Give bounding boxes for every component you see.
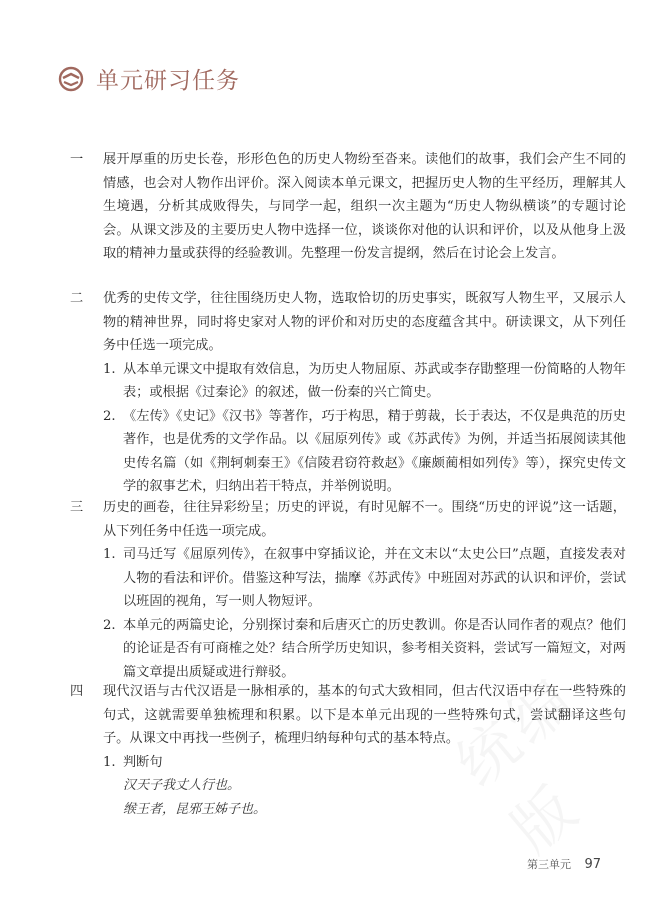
subtask-text: 司马迁写《屈原列传》，在叙事中穿插议论，并在文末以“太史公曰”点题，直接发表对人物的看法和评价。借鉴这种写法，揣摩《苏武传》中班固对苏武的认识和评价，尝试以班固的视角，写一则人物短评。 — [123, 547, 626, 609]
subtask-text: 本单元的两篇史论，分别探讨秦和后唐灭亡的历史教训。你是否认同作者的观点？他们的论证是否有可商榷之处？结合所学历史知识，参考相关资料，尝试写一篇短文，对两篇文章提出质疑或进行辩驳。 — [123, 617, 626, 680]
subtask-item — [103, 543, 626, 614]
section-number: 三 — [70, 500, 84, 515]
task-section-4 — [70, 680, 626, 821]
page-footer — [527, 856, 601, 872]
section-body: 现代汉语与古代汉语是一脉相承的，基本的句式大致相同，但古代汉语中存在一些特殊的句式，这就需要单独梳理和积累。以下是本单元出现的一些特殊句式，尝试翻译这些句子。从课文中再找一些例子，梳理归纳每种句式的基本特点。 — [103, 684, 626, 746]
unit-label: 第三单元 — [526, 858, 571, 871]
subtask-text: 判断句 — [123, 754, 163, 770]
section-header — [58, 62, 240, 95]
subtask-number: 1. — [103, 361, 116, 377]
task-section-3 — [70, 496, 626, 684]
section-body: 优秀的史传文学，往往围绕历史人物，选取恰切的历史事实，既叙写人物生平，又展示人物的精神世界，同时将史家对人物的评价和对历史的态度蕴含其中。研读课文，从下列任务中任选一项完成。 — [103, 291, 626, 353]
subtask-number: 1. — [103, 547, 116, 562]
subtask-number: 2. — [103, 408, 116, 424]
example-sentence: 汉天子我丈人行也。 — [123, 778, 241, 793]
page-number: 97 — [584, 857, 601, 872]
example-sentence: 缑王者，昆邪王姊子也。 — [123, 801, 267, 817]
subtask-item — [103, 614, 626, 685]
task-section-1 — [70, 148, 626, 266]
section-number: 二 — [70, 291, 84, 306]
task-section-2 — [70, 287, 626, 499]
section-number: 四 — [70, 684, 84, 699]
subtask-item — [103, 358, 626, 405]
subtask-item — [103, 751, 626, 775]
subtask-number: 2. — [103, 617, 116, 633]
subtask-text: 从本单元课文中提取有效信息，为历史人物屈原、苏武或李存勖整理一份简略的人物年表；或根据《过秦论》的叙述，做一份秦的兴亡简史。 — [123, 361, 626, 400]
graduation-cap-icon — [58, 66, 84, 92]
subtask-text: 《左传》《史记》《汉书》等著作，巧于构思，精于剪裁，长于表达，不仅是典范的历史著作，也是优秀的文学作品。以《屈原列传》或《苏武传》为例，并适当拓展阅读其他史传名篇（如《荆轲刺秦王》《信陵君窃符救赵》《廉颇蔺相如列传》等），探究史传文学的叙事艺术，归纳出若干特点，并举例说明。 — [123, 408, 626, 494]
subtask-number: 1. — [103, 754, 116, 770]
page-title: 单元研习任务 — [96, 68, 240, 94]
section-body: 展开厚重的历史长卷，形形色色的历史人物纷至沓来。读他们的故事，我们会产生不同的情感，也会对人物作出评价。深入阅读本单元课文，把握历史人物的生平经历，理解其人生境遇，分析其成败得失，与同学一起，组织一次主题为“历史人物纵横谈”的专题讨论会。从课文涉及的主要历史人物中选择一位，谈谈你对他的认识和评价，以及从他身上汲取的精神力量或获得的经验教训。先整理一份发言提纲，然后在讨论会上发言。 — [103, 152, 626, 261]
section-body: 历史的画卷，往往异彩纷呈；历史的评说，有时见解不一。围绕“历史的评说”这一话题，从下列任务中任选一项完成。 — [103, 500, 626, 539]
section-number: 一 — [70, 152, 84, 167]
subtask-item — [103, 405, 626, 499]
